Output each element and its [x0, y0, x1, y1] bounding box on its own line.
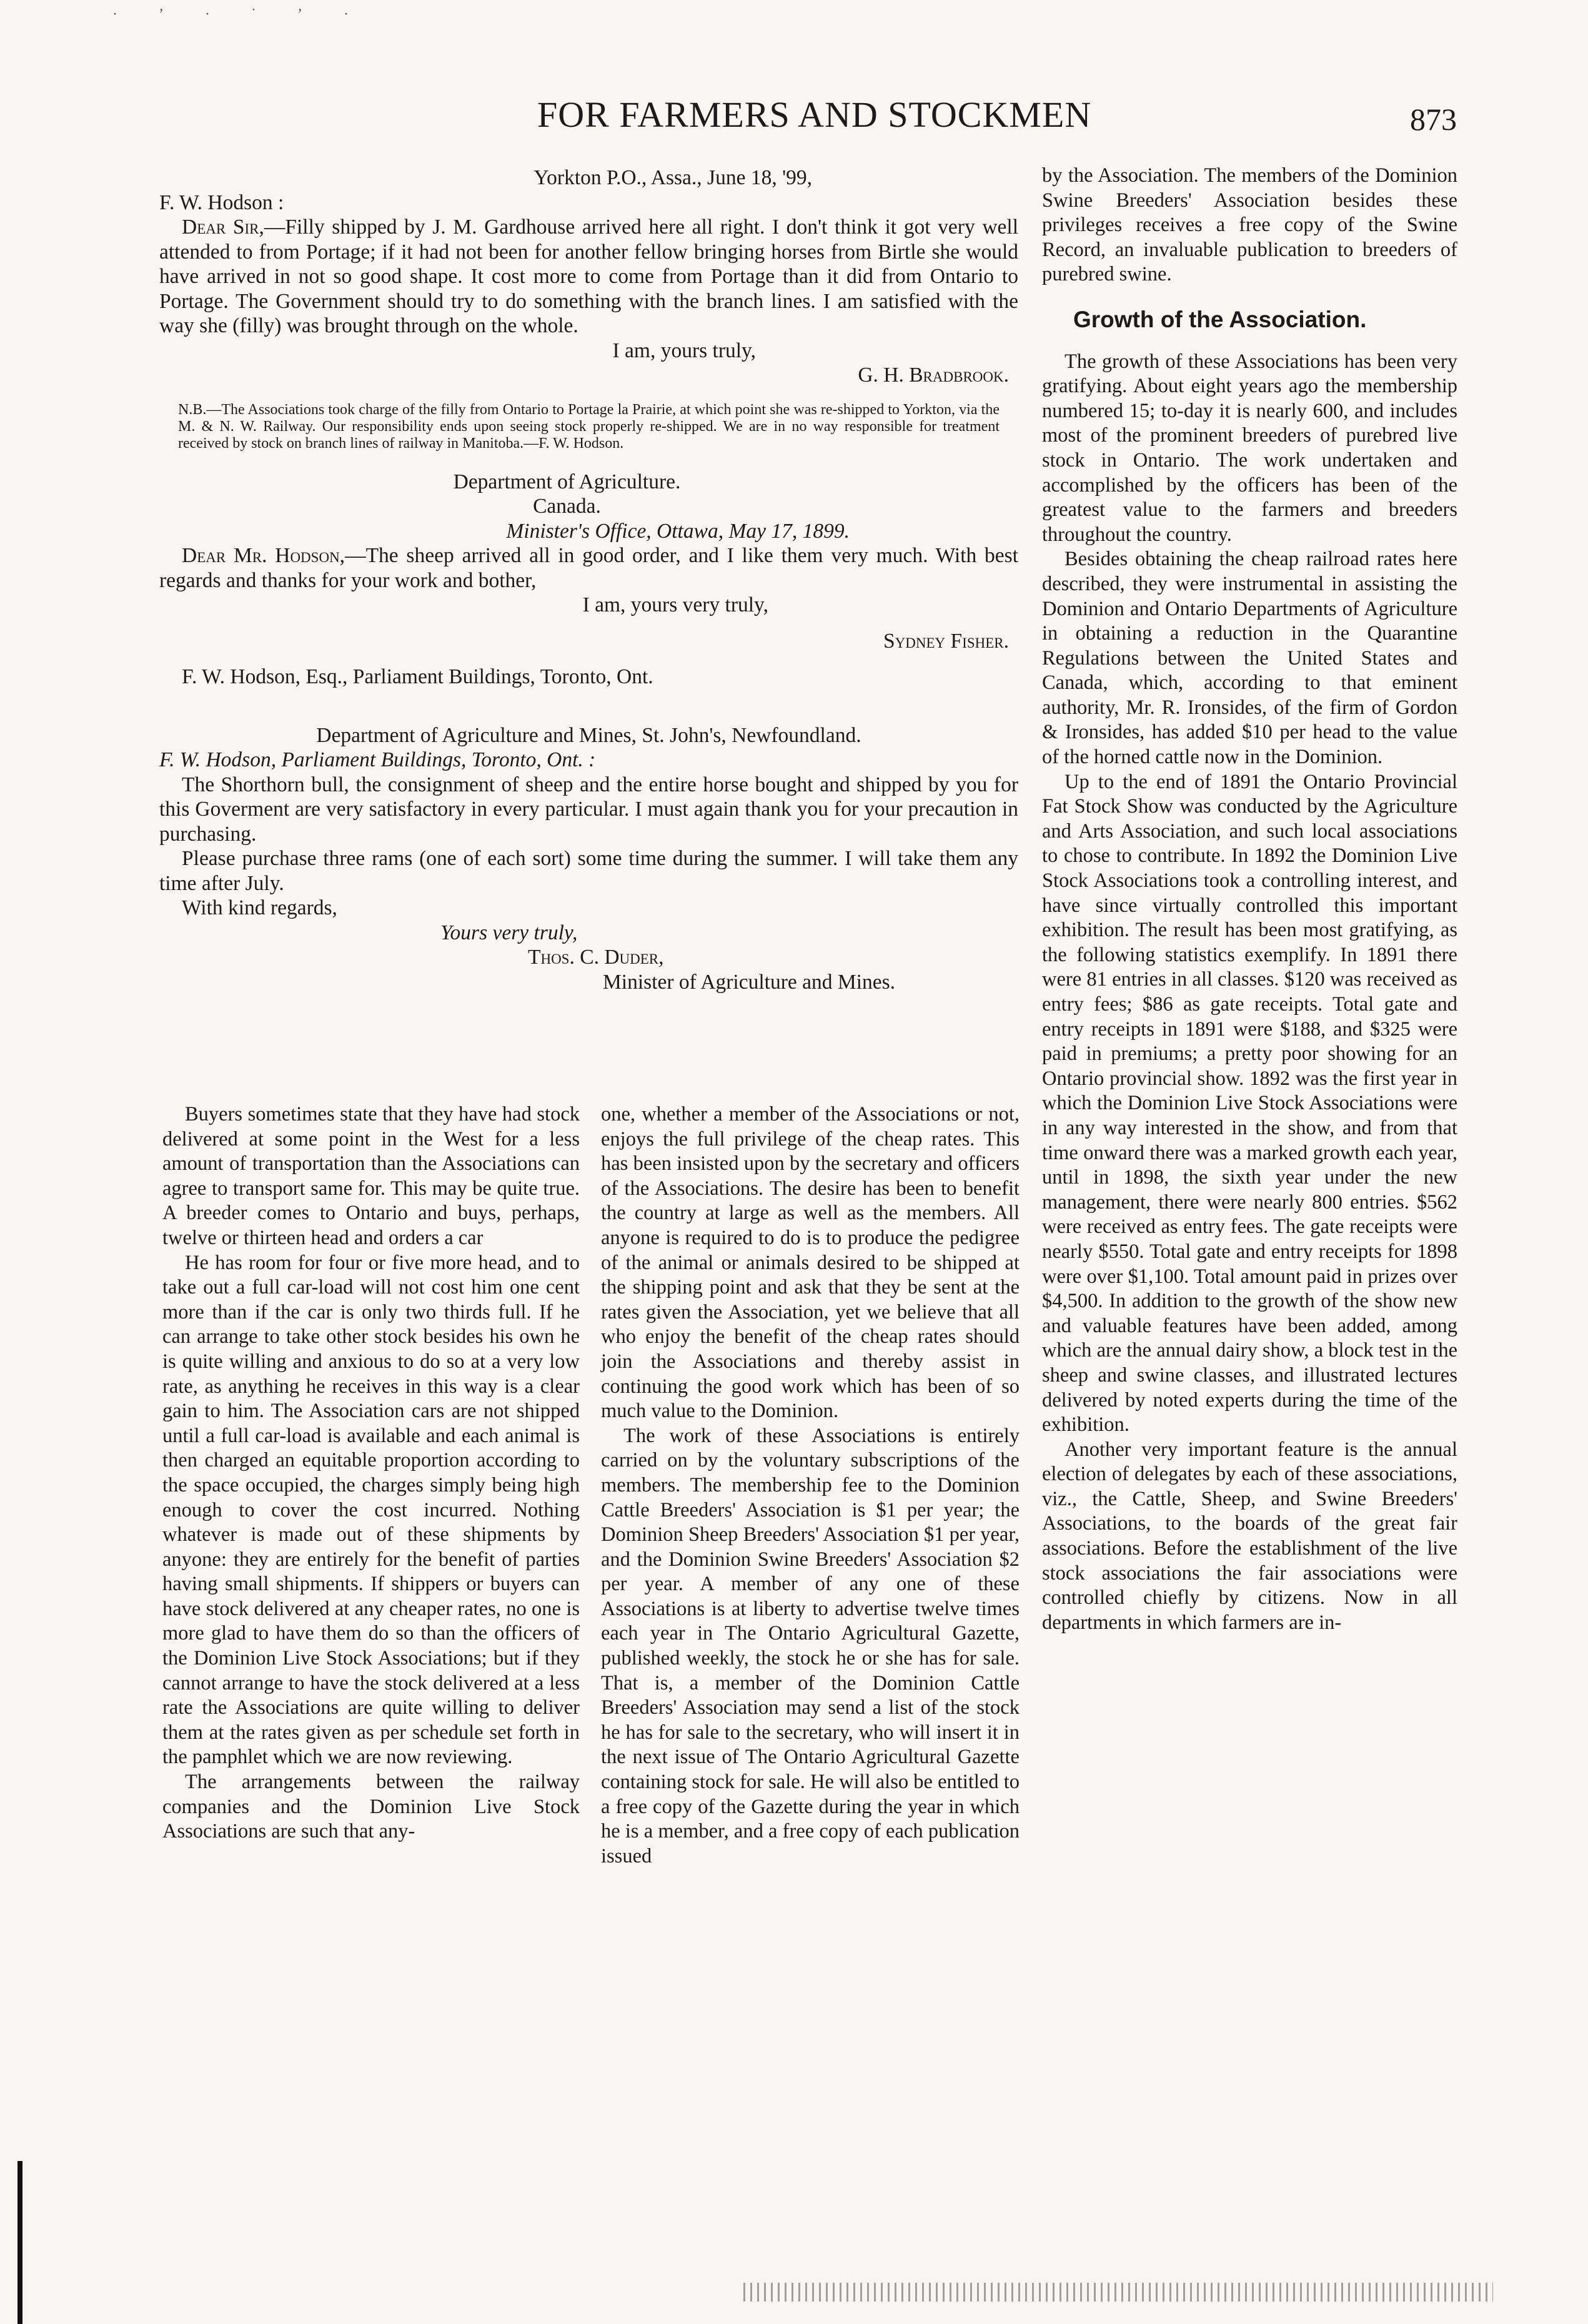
col3-paragraph: The growth of these Associations has been very gratifying. About eight years ago the membership numbered 15; to-day it is nearly 600, and includes most of the prominent breeders of purebred live stock in Ontario. The work undertaken and accomplished by the officers has been of the greatest value to the farmers and breeders throughout the country. [1042, 350, 1457, 546]
col2-paragraph: one, whether a member of the Associations or not, enjoys the full privilege of the cheap rates. This has been insisted upon by the secretary and officers of the Associations. The desire has been to benefit the country at large as well as the members. All anyone is required to do is to produce the pedigree of the animal or animals desired to be shipped at the shipping point and ask that they be sent at the rates given the Association, yet we believe that all who enjoy the benefit of the cheap rates should join the Associations and thereby assist in continuing the good work which has been of so much value to the Dominion. [601, 1103, 1020, 1423]
letter1-signature: G. H. Bradbrook. [858, 363, 1009, 387]
scan-bottom-noise [743, 2283, 1493, 2302]
section-heading: Growth of the Association. [1073, 306, 1367, 332]
letter1-text: —Filly shipped by J. M. Gardhouse arrived here all right. I don't think it got very well attended to from Portage; if it had not been for another fellow bringing horses from Birtle she would have arrived in not so good shape. It cost more to come from Portage than it did from Ontario to Portage. The Government should try to do something with the branch lines. I am satisfied with the way she (filly) was brought through on the whole. [159, 215, 1018, 337]
column-right [1042, 164, 1457, 1635]
running-header: FOR FARMERS AND STOCKMEN [537, 94, 1092, 135]
letter3-regards: With kind regards, [182, 896, 337, 919]
letter2-address: F. W. Hodson, Esq., Parliament Buildings, Toronto, Ont. [182, 665, 653, 688]
col3-paragraph: Up to the end of 1891 the Ontario Provincial Fat Stock Show was conducted by the Agriculture and Arts Association, and such local associations to chose to contribute. In 1892 the Dominion Live Stock Associations took a controlling interest, and have since virtually controlled this important exhibition. The result has been most gratifying, as the following statistics exemplify. In 1891 there were 81 entries in all classes. $120 was received as entry fees; $86 as gate receipts. Total gate and entry receipts in 1891 were $188, and $325 were paid in premiums; a pretty poor showing for an Ontario provincial show. 1892 was the first year in which the Dominion Live Stock Associations were in any way interested in the show, and from that time onward there was a marked growth each year, until in 1898, the sixth year under the new management, there were nearly 800 entries. $562 were received as entry fees. The gate receipts were nearly $550. Total gate and entry receipts for 1898 were over $1,100. Total amount paid in prizes over $4,500. In addition to the growth of the show new and valuable features have been added, among which are the annual dairy show, a block test in the sheep and swine classes, and illustrated lectures delivered by noted experts during the time of the exhibition. [1042, 770, 1457, 1436]
letter3-closing: Yours very truly, [440, 921, 578, 944]
letter1-body [159, 215, 1018, 339]
letter2-office: Minister's Office, Ottawa, May 17, 1899. [506, 519, 850, 543]
letter1-salutation: Dear Sir, [182, 215, 264, 239]
letter1-place-date: Yorkton P.O., Assa., June 18, '99, [533, 166, 812, 189]
column-left [162, 1102, 580, 1844]
letter1-note: N.B.—The Associations took charge of the filly from Ontario to Portage la Prairie, at which point she was re-shipped to Yorkton, via the M. & N. W. Railway. Our responsibility ends upon seeing stock properly re-shipped. We are in no way responsible for treatment received by stock on branch lines of railway in Manitoba.—F. W. Hodson. [178, 401, 1000, 452]
letter3-signature: Thos. C. Duder, [528, 946, 664, 969]
letter2-body [159, 543, 1018, 593]
col1-paragraph: He has room for four or five more head, and to take out a full car-load will not cost him one cent more than if the car is only two thirds full. If he can arrange to take other stock besides his own he is quite willing and anxious to do so at a very low rate, as anything he receives in this way is a clear gain to him. The Association cars are not shipped until a full car-load is available and each animal is then charged an equitable proportion according to the space occupied, the charges simply being high enough to cover the cost incurred. Nothing whatever is made out of these shipments by anyone: they are entirely for the benefit of parties having small shipments. If shippers or buyers can have stock delivered at any cheaper rates, no one is more glad to have them do so than the officers of the Dominion Live Stock Associations; but if they cannot arrange to have the stock delivered at a less rate the Associations are quite willing to deliver them at the rates given as per schedule set forth in the pamphlet which we are now reviewing. [162, 1251, 580, 1769]
scan-gutter-bar [17, 2161, 22, 2324]
letter2-closing: I am, yours very truly, [582, 593, 768, 616]
col1-paragraph: Buyers sometimes state that they have had stock delivered at some point in the West for a less amount of transportation than the Associations can agree to transport same for. This may be quite true. A breeder comes to Ontario and buys, perhaps, twelve or thirteen head and orders a car [162, 1103, 580, 1249]
col3-paragraph: Another very important feature is the annual election of delegates by each of these associations, viz., the Cattle, Sheep, and Swine Breeders' Associations, to the boards of the great fair associations. Before the establishment of the live stock associations the fair associations were controlled chiefly by citizens. Now in all departments in which farmers are in- [1042, 1438, 1457, 1634]
letter3-addressee: F. W. Hodson, Parliament Buildings, Toronto, Ont. : [159, 748, 596, 771]
page-number: 873 [1410, 102, 1457, 137]
letter2-salutation: Dear Mr. Hodson, [182, 544, 345, 567]
scan-specks: · ʼ · ˙ ʼ · [112, 6, 367, 22]
letter1-addressee: F. W. Hodson : [159, 190, 284, 214]
col1-paragraph: The arrangements between the railway companies and the Dominion Live Stock Associations are such that any- [162, 1771, 580, 1843]
letter3-title: Minister of Agriculture and Mines. [603, 970, 895, 994]
letter3-dept: Department of Agriculture and Mines, St. John's, Newfoundland. [316, 723, 861, 747]
letter2-text: —The sheep arrived all in good order, and I like them very much. With best regards and thanks for your work and bother, [159, 544, 1018, 592]
col3-paragraph: by the Association. The members of the Dominion Swine Breeders' Association besides these privileges receives a free copy of the Swine Record, an invaluable publication to breeders of purebred swine. [1042, 164, 1457, 286]
letter2-dept: Department of Agriculture. [453, 470, 681, 493]
letters-block [159, 166, 1018, 994]
letter3-para1: The Shorthorn bull, the consignment of sheep and the entire horse bought and shipped by you for this Goverment are very satisfactory in every particular. I must again thank you for your precaution in purchasing. [159, 773, 1018, 846]
letter2-signature: Sydney Fisher. [883, 629, 1009, 653]
letter1-closing: I am, yours truly, [612, 339, 756, 362]
col2-paragraph: The work of these Associations is entirely carried on by the voluntary subscriptions of the members. The membership fee to the Dominion Cattle Breeders' Association is $1 per year; the Dominion Sheep Breeders' Association $1 per year, and the Dominion Swine Breeders' Association $2 per year. A member of any one of these Associations is at liberty to advertise twelve times each year in The Ontario Agricultural Gazette, published weekly, the stock he or she has for sale. That is, a member of the Dominion Cattle Breeders' Association may send a list of the stock he has for sale to the secretary, who will insert it in the next issue of The Ontario Agricultural Gazette containing stock for sale. He will also be entitled to a free copy of the Gazette during the year in which he is a member, and a free copy of each publication issued [601, 1424, 1020, 1867]
letter2-country: Canada. [533, 495, 601, 518]
col3-paragraph: Besides obtaining the cheap railroad rates here described, they were instrumental in assisting the Dominion and Ontario Departments of Agriculture in obtaining a reduction in the Quarantine Regulations between the United States and Canada, which, according to that eminent authority, Mr. R. Ironsides, of the firm of Gordon & Ironsides, has added $10 per head to the value of the horned cattle now in the Dominion. [1042, 548, 1457, 769]
column-middle [601, 1102, 1020, 1869]
letter3-para2: Please purchase three rams (one of each sort) some time during the summer. I will take them any time after July. [159, 847, 1018, 895]
